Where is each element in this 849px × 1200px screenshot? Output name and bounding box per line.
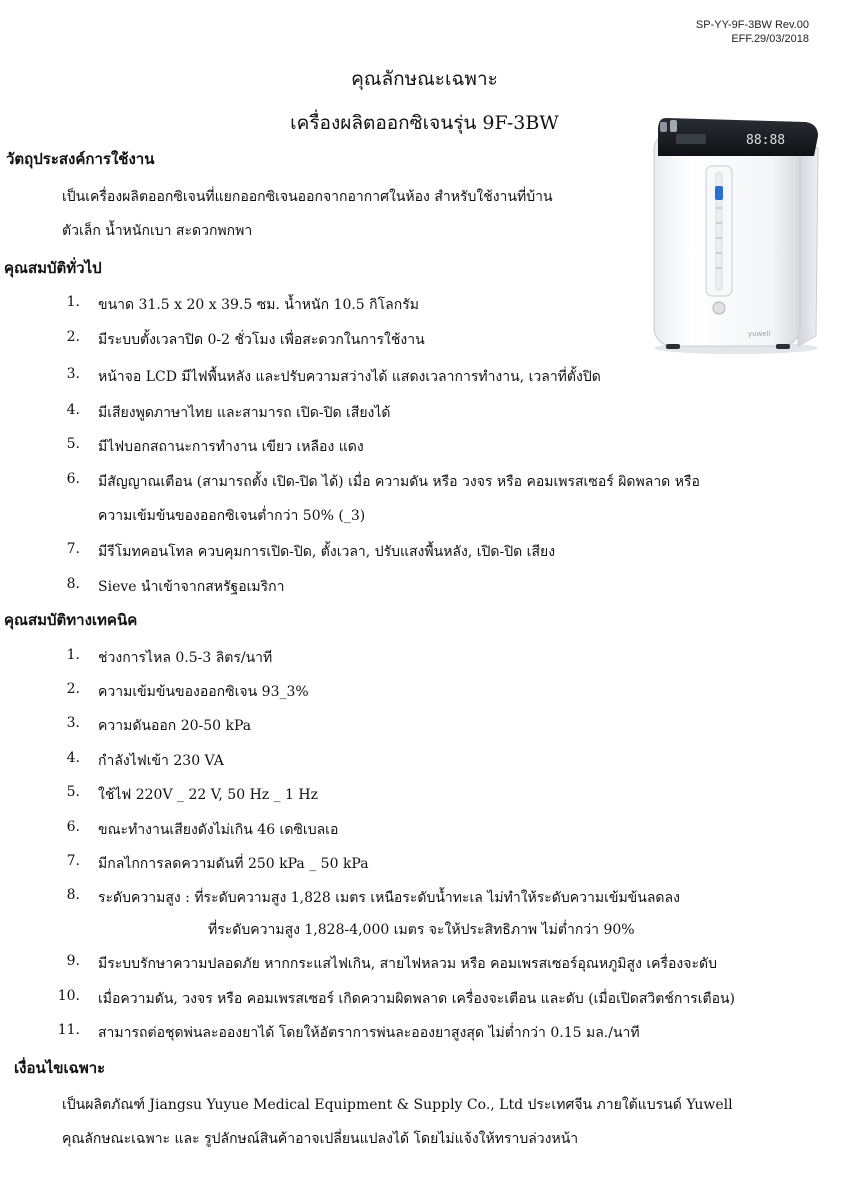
technical-item-number: 8. (66, 887, 80, 903)
document-code: SP-YY-9F-3BW Rev.00 (695, 19, 809, 31)
technical-item-text: กำลังไฟเข้า 230 VA (98, 753, 224, 769)
technical-item-continuation: ที่ระดับความสูง 1,828-4,000 เมตร จะให้ประสิทธิภาพ ไม่ต่ำกว่า 90% (208, 922, 635, 938)
technical-item-text: มีกลไกการลดความดันที่ 250 kPa _ 50 kPa (98, 856, 369, 872)
technical-item-number: 4. (66, 750, 80, 766)
general-item-number: 1. (66, 294, 80, 310)
brand-mark: yuwell (748, 330, 771, 338)
page-title: คุณลักษณะเฉพาะ (351, 68, 498, 90)
general-item-text: มีระบบตั้งเวลาปิด 0-2 ชั่วโมง เพื่อสะดวกในการใช้งาน (98, 332, 425, 348)
technical-item-text: ช่วงการไหล 0.5-3 ลิตร/นาที (98, 650, 273, 666)
conditions-line-2: คุณลักษณะเฉพาะ และ รูปลักษณ์สินค้าอาจเปลี่ยนแปลงได้ โดยไม่แจ้งให้ทราบล่วงหน้า (62, 1131, 579, 1147)
technical-item-text: ความดันออก 20-50 kPa (98, 718, 252, 734)
general-item-text: หน้าจอ LCD มีไฟพื้นหลัง และปรับความสว่างได้ แสดงเวลาการทำงาน, เวลาที่ตั้งปิด (98, 369, 601, 385)
technical-item-text: มีระบบรักษาความปลอดภัย หากกระแสไฟเกิน, สายไฟหลวม หรือ คอมเพรสเซอร์อุณหภูมิสูง เครื่องจะดับ (98, 956, 717, 972)
technical-item-number: 1. (66, 647, 80, 663)
technical-item-number: 7. (66, 853, 80, 869)
general-item-number: 3. (66, 366, 80, 382)
purpose-heading: วัตถุประสงค์การใช้งาน (6, 150, 155, 168)
general-item-text: มีรีโมทคอนโทล ควบคุมการเปิด-ปิด, ตั้งเวลา, ปรับแสงพื้นหลัง, เปิด-ปิด เสียง (98, 544, 556, 560)
general-item-continuation: ความเข้มข้นของออกซิเจนต่ำกว่า 50% (_3) (98, 508, 366, 524)
technical-item-text: ขณะทำงานเสียงดังไม่เกิน 46 เดซิเบลเอ (98, 822, 339, 838)
purpose-line-1: เป็นเครื่องผลิตออกซิเจนที่แยกออกซิเจนออกจากอากาศในห้อง สำหรับใช้งานที่บ้าน (62, 189, 553, 205)
product-image (636, 108, 836, 358)
technical-item-number: 5. (66, 784, 80, 800)
general-item-text: มีไฟบอกสถานะการทำงาน เขียว เหลือง แดง (98, 439, 364, 455)
technical-item-number: 10. (57, 988, 80, 1004)
technical-item-number: 11. (57, 1022, 80, 1038)
general-item-number: 4. (66, 402, 80, 418)
conditions-heading: เงื่อนไขเฉพาะ (14, 1059, 106, 1077)
general-item-text: มีเสียงพูดภาษาไทย และสามารถ เปิด-ปิด เสียงได้ (98, 405, 391, 421)
technical-item-number: 6. (66, 819, 80, 835)
general-item-number: 6. (66, 471, 80, 487)
oxygen-concentrator-image (636, 108, 836, 358)
technical-item-text: เมื่อความดัน, วงจร หรือ คอมเพรสเซอร์ เกิดความผิดพลาด เครื่องจะเตือน และดับ (เมื่อเปิดสวิตช์การเตือน) (98, 991, 736, 1007)
general-properties-heading: คุณสมบัติทั่วไป (4, 259, 102, 277)
technical-item-number: 2. (66, 681, 80, 697)
page-subtitle: เครื่องผลิตออกซิเจนรุ่น 9F-3BW (290, 112, 559, 134)
purpose-line-2: ตัวเล็ก น้ำหนักเบา สะดวกพกพา (62, 223, 253, 239)
general-item-text: มีสัญญาณเตือน (สามารถตั้ง เปิด-ปิด ได้) เมื่อ ความดัน หรือ วงจร หรือ คอมเพรสเซอร์ ผิดพลาด หรือ (98, 474, 700, 490)
svg-text:88:88: 88:88 (746, 133, 786, 148)
general-item-number: 2. (66, 329, 80, 345)
technical-item-text: ใช้ไฟ 220V _ 22 V, 50 Hz _ 1 Hz (98, 787, 318, 803)
technical-item-text: ความเข้มข้นของออกซิเจน 93_3% (98, 684, 309, 700)
technical-properties-heading: คุณสมบัติทางเทคนิค (4, 611, 138, 629)
technical-item-text: ระดับความสูง : ที่ระดับความสูง 1,828 เมตร เหนือระดับน้ำทะเล ไม่ทำให้ระดับความเข้มข้นลดลง (98, 890, 680, 906)
general-item-text: Sieve นำเข้าจากสหรัฐอเมริกา (98, 579, 285, 595)
general-item-number: 8. (66, 576, 80, 592)
document-reference (696, 18, 809, 46)
general-item-number: 7. (66, 541, 80, 557)
technical-item-number: 3. (66, 715, 80, 731)
conditions-line-1: เป็นผลิตภัณฑ์ Jiangsu Yuyue Medical Equipment & Supply Co., Ltd ประเทศจีน ภายใต้แบรนด์ Yuwell (62, 1097, 733, 1113)
technical-item-text: สามารถต่อชุดพ่นละอองยาได้ โดยให้อัตราการพ่นละอองยาสูงสุด ไม่ต่ำกว่า 0.15 มล./นาที (98, 1025, 640, 1041)
technical-item-number: 9. (66, 953, 80, 969)
general-item-number: 5. (66, 436, 80, 452)
general-item-text: ขนาด 31.5 x 20 x 39.5 ซม. น้ำหนัก 10.5 กิโลกรัม (98, 297, 419, 313)
effective-date: EFF.29/03/2018 (731, 33, 809, 45)
